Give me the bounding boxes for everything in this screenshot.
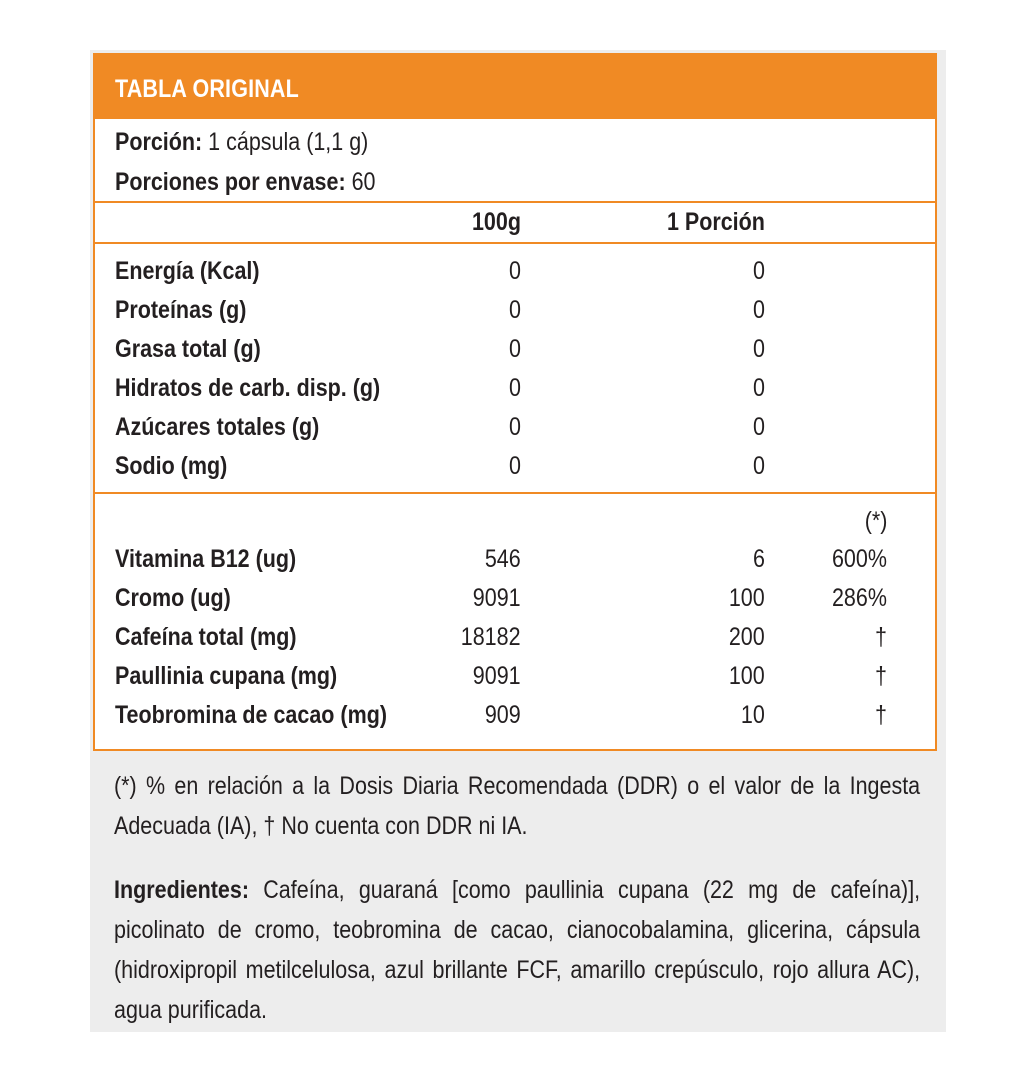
active-portion: 100 <box>729 584 765 612</box>
per-container-value: 60 <box>345 168 376 196</box>
active-name: Teobromina de cacao (mg) <box>115 701 387 729</box>
active-ddr: 286% <box>832 584 887 612</box>
nutrient-per100: 0 <box>509 335 521 363</box>
divider <box>95 492 935 494</box>
nutrient-per100: 0 <box>509 413 521 441</box>
active-name: Cafeína total (mg) <box>115 623 297 651</box>
active-portion: 100 <box>729 662 765 690</box>
nutrient-portion: 0 <box>753 374 765 402</box>
col-header-100g: 100g <box>471 208 521 236</box>
ingredients-block <box>114 870 920 1030</box>
active-ddr: † <box>875 623 887 651</box>
ingredients-text: Cafeína, guaraná [como paullinia cupana (22 mg de cafeína)], picolinato de cromo, teobromina de cacao, cianocobalamina, glicerina, cápsula (hidroxipropil metilcelulosa, azul brillante FCF, amarillo crepúsculo, rojo allura AC), agua purificada. <box>114 876 921 1024</box>
divider <box>95 201 935 203</box>
active-per100: 909 <box>485 701 521 729</box>
per-container-row <box>115 167 376 197</box>
active-ddr: † <box>875 662 887 690</box>
nutrient-name: Hidratos de carb. disp. (g) <box>115 374 381 402</box>
nutrition-table <box>93 53 937 751</box>
footnote-text: (*) % en relación a la Dosis Diaria Recomendada (DDR) o el valor de la Ingesta Adecuada (IA), † No cuenta con DDR ni IA. <box>114 772 921 840</box>
active-name: Vitamina B12 (ug) <box>115 545 297 573</box>
col-header-ddr: (*) <box>864 507 887 535</box>
table-title: TABLA ORIGINAL <box>115 75 299 103</box>
nutrient-portion: 0 <box>753 335 765 363</box>
nutrient-name: Sodio (mg) <box>115 452 228 480</box>
col-header-portion: 1 Porción <box>667 208 765 236</box>
active-per100: 18182 <box>461 623 521 651</box>
nutrient-portion: 0 <box>753 296 765 324</box>
nutrient-name: Energía (Kcal) <box>115 257 260 285</box>
nutrient-name: Proteínas (g) <box>115 296 247 324</box>
active-ddr: † <box>875 701 887 729</box>
active-portion: 200 <box>729 623 765 651</box>
footnote <box>114 766 920 846</box>
nutrient-per100: 0 <box>509 296 521 324</box>
nutrient-portion: 0 <box>753 257 765 285</box>
nutrient-portion: 0 <box>753 452 765 480</box>
active-per100: 546 <box>485 545 521 573</box>
ingredients <box>114 870 920 1030</box>
active-ddr: 600% <box>832 545 887 573</box>
nutrient-per100: 0 <box>509 257 521 285</box>
per-container-label: Porciones por envase: <box>115 168 346 196</box>
divider <box>95 242 935 244</box>
nutrient-name: Grasa total (g) <box>115 335 261 363</box>
ingredients-label: Ingredientes: <box>114 876 250 904</box>
active-name: Cromo (ug) <box>115 584 231 612</box>
active-portion: 10 <box>741 701 765 729</box>
nutrient-name: Azúcares totales (g) <box>115 413 320 441</box>
active-per100: 9091 <box>473 584 521 612</box>
active-per100: 9091 <box>473 662 521 690</box>
portion-label: Porción: <box>115 128 203 156</box>
nutrient-per100: 0 <box>509 374 521 402</box>
active-name: Paullinia cupana (mg) <box>115 662 338 690</box>
nutrient-portion: 0 <box>753 413 765 441</box>
active-portion: 6 <box>753 545 765 573</box>
nutrient-per100: 0 <box>509 452 521 480</box>
portion-row <box>115 127 368 157</box>
table-header <box>95 55 935 119</box>
portion-value: 1 cápsula (1,1 g) <box>202 128 369 156</box>
